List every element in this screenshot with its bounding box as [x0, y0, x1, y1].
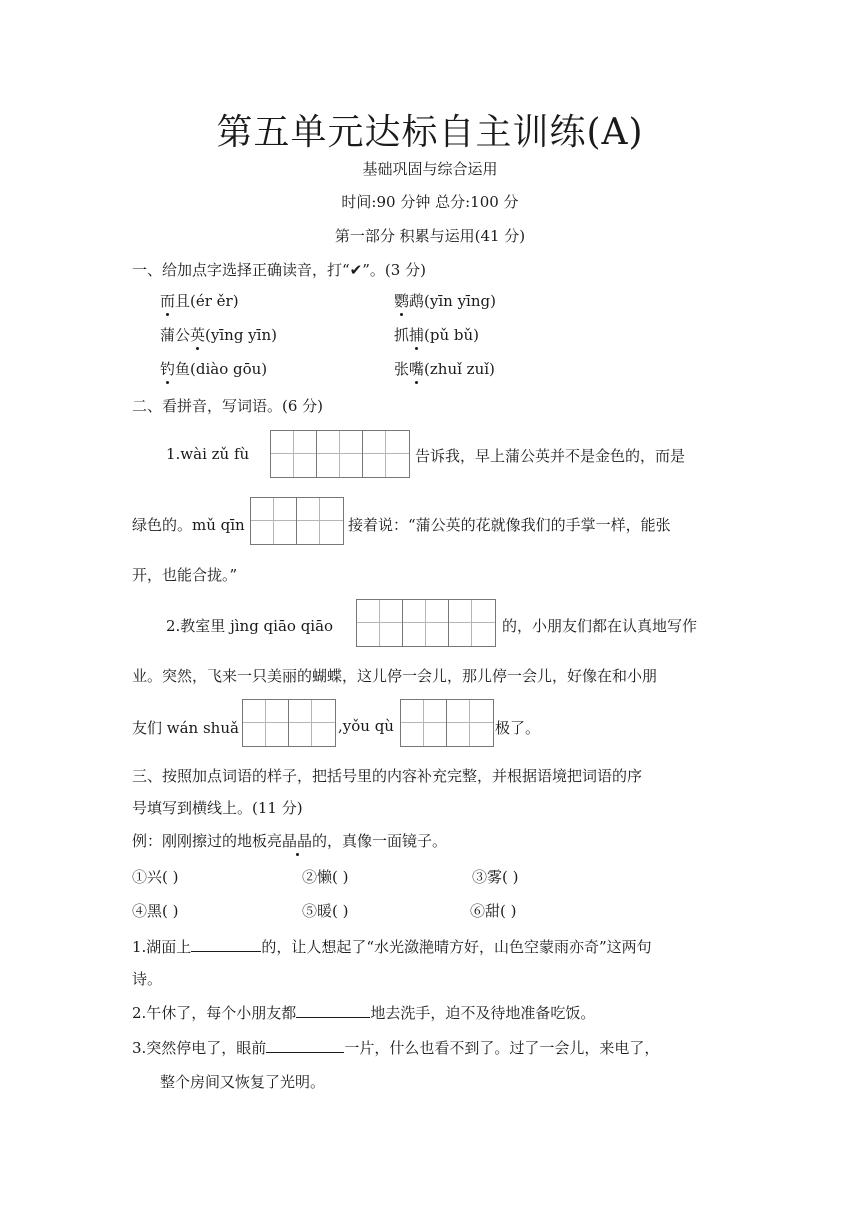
q2-p1-text: 告诉我，早上蒲公英并不是金色的，而是 — [415, 447, 686, 465]
q1-item: 钓鱼(diào gōu) — [160, 360, 268, 378]
dotted-char: 嘴 — [409, 360, 425, 378]
q3-option: ④黑( ) — [132, 902, 179, 920]
q3-sentence-3: 3.突然停电了，眼前 一片，什么也看不到了。过了一会儿，来电了， — [132, 1039, 660, 1057]
q2-p1-line2-prefix: 绿色的。mǔ qīn — [132, 516, 245, 534]
q1-item: 而且(ér ěr) — [160, 292, 239, 310]
q3-option: ③雾( ) — [472, 868, 519, 886]
q2-p1-line3: 开，也能合拢。” — [132, 566, 238, 584]
dotted-char: 而 — [160, 292, 176, 310]
dotted-char: 晶晶 — [282, 832, 313, 850]
q3-heading-line2: 号填写到横线上。(11 分) — [132, 799, 303, 817]
q3-option: ⑤暖( ) — [302, 902, 349, 920]
q1-item: 鹦鹉(yīn yīng) — [394, 292, 496, 310]
answer-blank[interactable] — [266, 1038, 344, 1053]
q2-p1-line2-text: 接着说：“蒲公英的花就像我们的手掌一样，能张 — [348, 516, 671, 534]
q3-heading: 三、按照加点词语的样子，把括号里的内容补充完整，并根据语境把词语的序 — [132, 767, 643, 785]
time-info: 时间:90 分钟 总分:100 分 — [341, 193, 519, 211]
q1-item: 抓捕(pǔ bǔ) — [394, 326, 480, 344]
writing-boxes[interactable] — [242, 699, 336, 747]
q2-p2-line3-prefix: 友们 wán shuǎ — [132, 719, 239, 737]
q3-sentence-1-line2: 诗。 — [132, 970, 163, 988]
q3-sentence-1: 1.湖面上 的，让人想起了“水光潋滟晴方好，山色空蒙雨亦奇”这两句 — [132, 938, 652, 956]
q1-heading: 一、给加点字选择正确读音，打“✔”。(3 分) — [132, 261, 426, 279]
dotted-char: 捕 — [409, 326, 425, 344]
writing-boxes[interactable] — [356, 599, 496, 647]
q3-example: 例：刚刚擦过的地板亮晶晶的，真像一面镜子。 — [132, 832, 448, 850]
q1-item: 蒲公英(yīng yīn) — [160, 326, 277, 344]
writing-boxes[interactable] — [250, 497, 344, 545]
q3-option: ①兴( ) — [132, 868, 179, 886]
answer-blank[interactable] — [191, 937, 261, 952]
writing-boxes[interactable] — [270, 430, 410, 478]
q3-sentence-3-line2: 整个房间又恢复了光明。 — [160, 1073, 326, 1091]
dotted-char: 英 — [190, 326, 206, 344]
part-title: 第一部分 积累与运用(41 分) — [334, 227, 526, 245]
dotted-char: 钓 — [160, 360, 176, 378]
q1-item: 张嘴(zhuǐ zuǐ) — [394, 360, 495, 378]
dotted-char: 鹦 — [394, 292, 410, 310]
q3-sentence-2: 2.午休了，每个小朋友都 地去洗手，迫不及待地准备吃饭。 — [132, 1004, 596, 1022]
q2-p2-text: 的，小朋友们都在认真地写作 — [502, 617, 698, 635]
answer-blank[interactable] — [296, 1003, 370, 1018]
writing-boxes[interactable] — [400, 699, 494, 747]
q2-heading: 二、看拼音，写词语。(6 分) — [132, 397, 324, 415]
q2-p2-line3-mid: ,yǒu qù — [338, 717, 394, 735]
q2-p2-prefix: 2.教室里 jìng qiāo qiāo — [166, 617, 334, 635]
page-subtitle: 基础巩固与综合运用 — [362, 160, 498, 178]
q2-p2-line2: 业。突然，飞来一只美丽的蝴蝶，这儿停一会儿，那儿停一会儿，好像在和小朋 — [132, 667, 658, 685]
page-title: 第五单元达标自主训练(A) — [216, 112, 644, 153]
q2-p2-line3-text: 极了。 — [495, 719, 541, 737]
q2-p1-prefix: 1.wài zǔ fù — [166, 445, 250, 463]
q3-option: ②懒( ) — [302, 868, 349, 886]
q3-option: ⑥甜( ) — [470, 902, 517, 920]
